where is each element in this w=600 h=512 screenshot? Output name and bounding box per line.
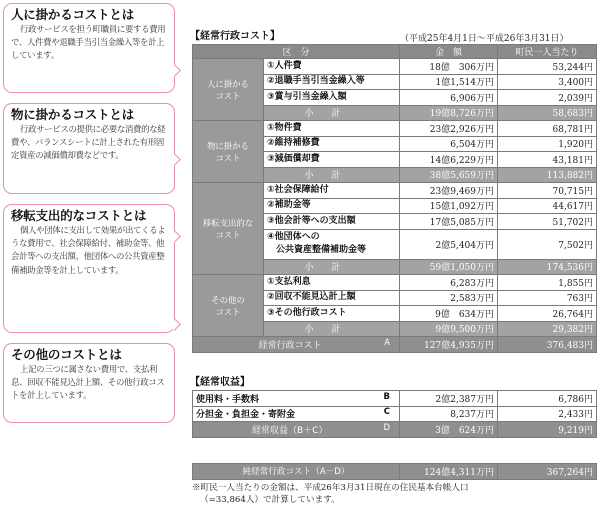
callout-body: 個人や団体に支出して効果が出てくるような費用で、社会保障給付、補助金等、他会計等への支出額、他団体への公共資産整備補助金等を計上しています。 xyxy=(11,225,166,275)
revenue-total-row xyxy=(193,422,597,438)
item-per-capita: 43,181円 xyxy=(498,152,597,168)
item-amount: 2億5,404万円 xyxy=(400,229,498,259)
item-label: ③その他行政コスト xyxy=(264,306,400,322)
ordinary-revenue-table xyxy=(192,390,597,438)
item-per-capita: 26,764円 xyxy=(498,306,597,322)
ordinary-cost-title: 【経常行政コスト】 xyxy=(190,31,280,42)
callout-title: 移転支出的なコストとは xyxy=(11,208,147,223)
revenue-total-amount: 3億 624万円 xyxy=(400,422,498,438)
callout-title: 人に掛かるコストとは xyxy=(11,7,135,22)
item-amount: 23億9,469万円 xyxy=(400,183,498,199)
item-amount: 6,906万円 xyxy=(400,90,498,106)
total-mark: A xyxy=(384,337,391,348)
item-per-capita: 53,244円 xyxy=(498,59,597,75)
item-label: ③減価償却費 xyxy=(264,152,400,168)
item-label: ④他団体への 公共資産整備補助金等 xyxy=(264,229,400,259)
revenue-row xyxy=(193,406,597,422)
ordinary-cost-table xyxy=(192,44,597,353)
table-row xyxy=(193,59,597,75)
total-label xyxy=(193,337,400,353)
item-label: ③賞与引当金繰入額 xyxy=(264,90,400,106)
footnote-line: （=33,864人）で計算しています。 xyxy=(200,495,340,505)
item-amount: 17億5,085万円 xyxy=(400,214,498,230)
item-label: ①社会保障給付 xyxy=(264,183,400,199)
subtotal-amount: 19億8,726万円 xyxy=(400,105,498,121)
subtotal-label: 小計 xyxy=(264,321,400,337)
revenue-label xyxy=(193,391,400,407)
callout-material-cost xyxy=(3,103,175,194)
table-row xyxy=(193,275,597,291)
item-amount: 14億6,229万円 xyxy=(400,152,498,168)
item-amount: 23億2,926万円 xyxy=(400,121,498,137)
revenue-per-capita: 2,433円 xyxy=(498,406,597,422)
item-amount: 15億1,092万円 xyxy=(400,198,498,214)
subtotal-amount: 9億9,500万円 xyxy=(400,321,498,337)
category-cell: 物に掛かる コスト xyxy=(193,121,264,183)
total-label-text: 経常行政コスト xyxy=(258,340,322,351)
revenue-total-label xyxy=(193,422,400,438)
net-cost-table xyxy=(192,463,597,480)
item-amount: 1億1,514万円 xyxy=(400,74,498,90)
revenue-per-capita: 6,786円 xyxy=(498,391,597,407)
callout-body: 上記の三つに属さない費用で、支払利息、回収不能見込計上額、その他行政コストを計上しています。 xyxy=(11,364,165,401)
net-cost-label: 純経常行政コスト（A－D） xyxy=(193,464,400,480)
item-per-capita: 1,920円 xyxy=(498,136,597,152)
footnote xyxy=(192,482,469,506)
callout-body: 行政サービスを担う町職員に要する費用で、人件費や退職手当引当金繰入等を計上しています。 xyxy=(11,24,166,61)
table-row xyxy=(193,121,597,137)
subtotal-label: 小計 xyxy=(264,105,400,121)
item-label: ②維持補修費 xyxy=(264,136,400,152)
item-label: ①人件費 xyxy=(264,59,400,75)
callout-title: 物に掛かるコストとは xyxy=(11,107,135,122)
item-amount: 6,283万円 xyxy=(400,275,498,291)
subtotal-amount: 38億5,659万円 xyxy=(400,167,498,183)
callout-transfer-cost xyxy=(3,204,175,333)
callout-body: 行政サービスの提供に必要な消費的な経費や、バランスシートに計上された有形固定資産の減価償却費などです。 xyxy=(11,124,166,161)
net-cost-row xyxy=(193,464,597,480)
category-cell: 人に掛かる コスト xyxy=(193,59,264,121)
item-label: ③他会計等への支出額 xyxy=(264,214,400,230)
item-per-capita: 1,855円 xyxy=(498,275,597,291)
revenue-mark: C xyxy=(383,407,390,418)
revenue-row xyxy=(193,391,597,407)
net-cost-amount: 124億4,311万円 xyxy=(400,464,498,480)
table-header-row xyxy=(193,45,597,59)
revenue-total-label-text: 経常収益（B＋C） xyxy=(251,425,328,436)
item-per-capita: 68,781円 xyxy=(498,121,597,137)
revenue-label-text: 分担金・負担金・寄附金 xyxy=(196,410,296,421)
total-row xyxy=(193,337,597,353)
item-label: ②補助金等 xyxy=(264,198,400,214)
total-per-capita: 376,483円 xyxy=(498,337,597,353)
total-amount: 127億4,935万円 xyxy=(400,337,498,353)
item-amount: 2,583万円 xyxy=(400,290,498,306)
revenue-amount: 2億2,387万円 xyxy=(400,391,498,407)
header-per-capita: 町民一人当たり xyxy=(498,45,597,59)
subtotal-per-capita: 58,683円 xyxy=(498,105,597,121)
item-label: ②回収不能見込計上額 xyxy=(264,290,400,306)
net-cost-per-capita: 367,264円 xyxy=(498,464,597,480)
subtotal-per-capita: 113,882円 xyxy=(498,167,597,183)
category-cell: 移転支出的な コスト xyxy=(193,183,264,275)
subtotal-amount: 59億1,050万円 xyxy=(400,259,498,275)
table-row xyxy=(193,183,597,199)
subtotal-label: 小計 xyxy=(264,167,400,183)
callout-personnel-cost xyxy=(3,3,175,93)
revenue-amount: 8,237万円 xyxy=(400,406,498,422)
callout-other-cost xyxy=(3,343,175,423)
revenue-total-mark: D xyxy=(383,422,390,433)
header-category: 区 分 xyxy=(193,45,400,59)
category-cell: その他の コスト xyxy=(193,275,264,337)
revenue-label xyxy=(193,406,400,422)
item-per-capita: 2,039円 xyxy=(498,90,597,106)
subtotal-per-capita: 174,536円 xyxy=(498,259,597,275)
item-label: ②退職手当引当金繰入等 xyxy=(264,74,400,90)
subtotal-per-capita: 29,382円 xyxy=(498,321,597,337)
item-per-capita: 7,502円 xyxy=(498,229,597,259)
header-amount: 金 額 xyxy=(400,45,498,59)
item-per-capita: 763円 xyxy=(498,290,597,306)
item-label: ①支払利息 xyxy=(264,275,400,291)
item-per-capita: 70,715円 xyxy=(498,183,597,199)
subtotal-label: 小計 xyxy=(264,259,400,275)
item-amount: 9億 634万円 xyxy=(400,306,498,322)
revenue-mark: B xyxy=(383,391,390,402)
revenue-label-text: 使用料・手数料 xyxy=(196,394,260,405)
callout-title: その他のコストとは xyxy=(11,347,122,362)
item-per-capita: 51,702円 xyxy=(498,214,597,230)
period-label: （平成25年4月1日～平成26年3月31日） xyxy=(400,34,569,44)
ordinary-revenue-title: 【経常収益】 xyxy=(190,377,250,388)
item-amount: 18億 306万円 xyxy=(400,59,498,75)
item-per-capita: 3,400円 xyxy=(498,74,597,90)
item-amount: 6,504万円 xyxy=(400,136,498,152)
item-label: ①物件費 xyxy=(264,121,400,137)
footnote-line: ※町民一人当たりの金額は、平成26年3月31日現在の住民基本台帳人口 xyxy=(192,483,469,493)
revenue-total-per-capita: 9,219円 xyxy=(498,422,597,438)
item-per-capita: 44,617円 xyxy=(498,198,597,214)
